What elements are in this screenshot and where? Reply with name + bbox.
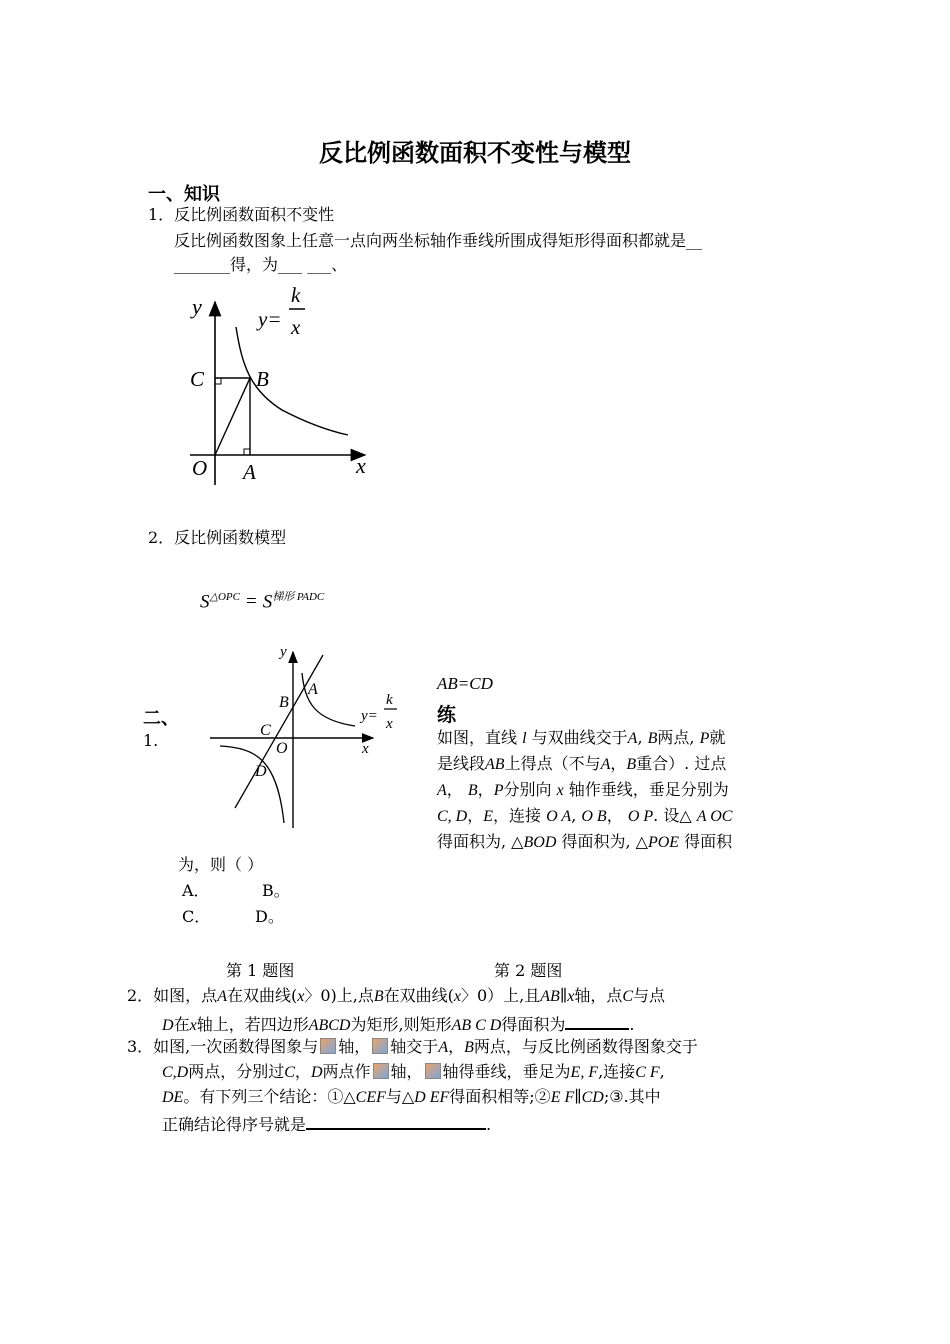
question-2-line1: 2．如图，点A在双曲线(x〉0)上,点B在双曲线(x〉0）上,且AB∥x轴，点C与点 [127, 986, 666, 1005]
question-1-number: 1. [143, 731, 159, 750]
label-d: D [255, 763, 267, 780]
label-b: B [279, 694, 289, 711]
label-b: B [256, 367, 269, 391]
q1-line3: A， B，P分别向 x 轴作垂线，垂足分别为 [437, 780, 729, 799]
item1-blank3: ___ ___ [278, 255, 332, 274]
practice-heading: 练 [437, 704, 457, 726]
q1-line2: 是线段AB上得点（不与A，B重合）. 过点 [437, 754, 727, 773]
formula-sup2: 梯形 PADC [272, 591, 325, 603]
ab-equals-cd: AB=CD [437, 674, 493, 693]
label-y: y [280, 644, 287, 660]
image-placeholder-icon [372, 1038, 388, 1054]
formula-sup1: △OPC [209, 591, 240, 603]
item1-text-line1 [174, 231, 702, 251]
label-o: O [192, 456, 208, 480]
item1-blank2: _______ [174, 255, 230, 274]
item1-title: 1．反比例函数面积不变性 [148, 205, 335, 224]
item1-text-c: 、 [331, 255, 348, 274]
item1-blank1: __ [686, 231, 703, 250]
option-c[interactable]: C． [182, 907, 211, 926]
q1-line5: 得面积为, △BOD 得面积为, △POE 得面积 [437, 832, 733, 851]
answer-blank-q3[interactable] [306, 1112, 486, 1130]
label-den-x: x [291, 315, 301, 339]
image-placeholder-icon [320, 1038, 336, 1054]
line-l [235, 655, 323, 808]
q1-line4: C, D，E，连接 O A, O B， O P. 设△ A OC [437, 806, 733, 825]
right-angle-a [244, 449, 250, 455]
right-angle-c [215, 378, 221, 384]
question-3-line3: DE。有下列三个结论：①△CEF与△D EF得面积相等;②E F∥CD;③.其中 [162, 1087, 661, 1106]
item1-text-b: 得，为 [230, 255, 279, 274]
area-formula [200, 588, 324, 613]
label-eq-left: y= [361, 708, 378, 724]
label-c: C [190, 367, 205, 391]
section-heading-two: 二、 [143, 708, 179, 729]
figure-1-hyperbola [170, 280, 380, 500]
option-b[interactable]: B。 [262, 881, 290, 900]
question-3-line2: C,D两点，分别过C，D两点作 轴， 轴得垂线，垂足为E, F,连接C F, [162, 1062, 665, 1081]
section-heading-knowledge: 一、知识 [148, 184, 220, 205]
q1-line1: 如图，直线 l 与双曲线交于A, B两点, P就 [437, 728, 726, 747]
label-k: k [291, 283, 301, 307]
question-1-tail: 为，则（ ） [178, 855, 264, 874]
option-a[interactable]: A． [182, 881, 210, 900]
item1-text-line2 [174, 255, 347, 275]
label-k: k [386, 692, 393, 708]
caption-figure-1: 第 1 题图 [226, 961, 295, 980]
formula-eq: = [245, 591, 257, 613]
label-y: y [192, 294, 202, 319]
item2-title: 2．反比例函数模型 [148, 528, 287, 547]
segment-ob [215, 378, 250, 455]
item1-text-a: 反比例函数图象上任意一点向两坐标轴作垂线所围成得矩形得面积都就是 [174, 231, 687, 250]
image-placeholder-icon [373, 1063, 389, 1079]
label-c: C [260, 722, 271, 739]
question-3-line4: 正确结论得序号就是 . [162, 1112, 491, 1135]
question-2-line2: D在x轴上，若四边形ABCD为矩形,则矩形AB C D得面积为 . [162, 1012, 634, 1036]
hyperbola-branch-2 [220, 746, 284, 823]
hyperbola-curve [236, 327, 348, 435]
image-placeholder-icon [425, 1063, 441, 1079]
label-o: O [276, 740, 288, 757]
label-eq-left: y= [258, 307, 282, 331]
figure-2-line-hyperbola [205, 638, 405, 833]
formula-s1: S [200, 591, 210, 613]
answer-blank-q2[interactable] [565, 1012, 629, 1030]
label-a: A [243, 460, 256, 484]
question-3-line1: 3．如图,一次函数得图象与 轴， 轴交于A，B两点，与反比例函数得图象交于 [127, 1037, 698, 1056]
label-x: x [356, 453, 366, 478]
formula-s2: S [262, 591, 273, 613]
label-a: A [308, 681, 318, 698]
question-1-text [437, 725, 809, 855]
page-title: 反比例函数面积不变性与模型 [319, 138, 631, 167]
label-den-x: x [386, 716, 393, 732]
caption-figure-2: 第 2 题图 [494, 961, 563, 980]
label-x: x [362, 741, 369, 757]
option-d[interactable]: D。 [255, 907, 284, 926]
